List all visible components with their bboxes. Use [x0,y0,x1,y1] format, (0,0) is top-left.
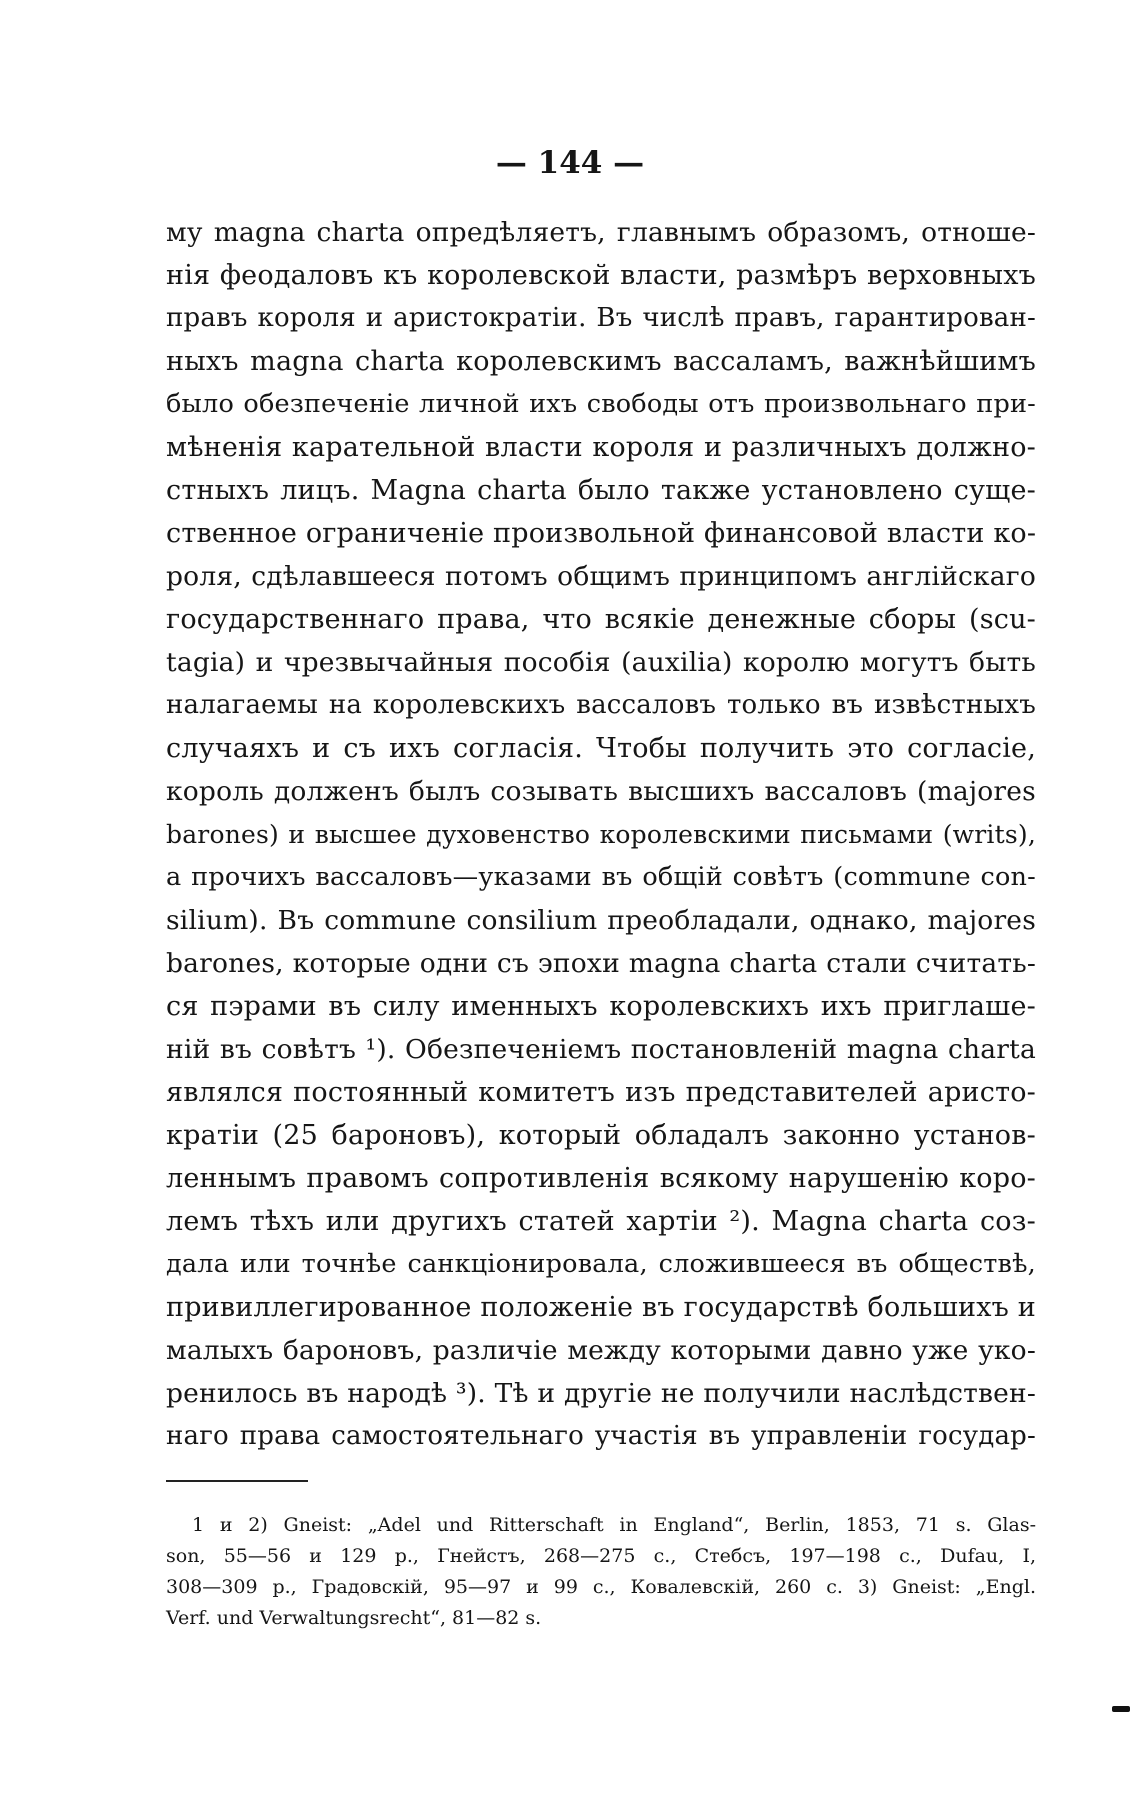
body-line: являлся постоянный комитетъ изъ представителей аристо- [166,1077,1036,1108]
body-line: му magna charta опредѣляетъ, главнымъ образомъ, отноше- [166,217,1036,248]
footnotes [166,1510,1036,1634]
body-line: ственное ограниченіе произвольной финансовой власти ко- [166,518,1037,549]
body-line: barones) и высшее духовенство королевскими письмами (writs), [166,820,1036,849]
body-line: ныхъ magna charta королевскимъ вассаламъ, важнѣйшимъ [166,346,1036,377]
body-line: barones, которые одни съ эпохи magna charta стали считать- [166,948,1036,979]
body-line: а прочихъ вассаловъ—указами въ общій совѣтъ (commune con- [166,862,1036,892]
body-line: ній въ совѣтъ ¹). Обезпеченіемъ постановленій magna charta [166,1034,1036,1065]
page-number: — 144 — [495,145,645,181]
body-text [166,211,1036,1458]
footnote-line: 1 и 2) Gneist: „Adel und Ritterschaft in England“, Berlin, 1853, 71 s. Glas- [192,1514,1036,1536]
body-line: наго права самостоятельнаго участія въ управленіи государ- [166,1421,1036,1451]
body-line: малыхъ бароновъ, различіе между которыми давно уже уко- [166,1335,1036,1366]
body-line: дала или точнѣе санкціонировала, сложившееся въ обществѣ, [166,1249,1036,1279]
footnote-divider [166,1480,308,1482]
body-line: ренилось въ народѣ ³). Тѣ и другіе не получили наслѣдствен- [166,1378,1036,1409]
body-line: было обезпеченіе личной ихъ свободы отъ произвольнаго при- [166,389,1036,419]
body-line: король долженъ былъ созывать высшихъ вассаловъ (majores [166,776,1036,807]
body-line: стныхъ лицъ. Magna charta было также установлено суще- [166,475,1036,506]
footnote-line: son, 55—56 и 129 p., Гнейстъ, 268—275 с., Стебсъ, 197—198 с., Dufau, I, [166,1545,1036,1567]
body-line: правъ короля и аристократіи. Въ числѣ правъ, гарантирован- [166,303,1036,333]
body-line: silium). Въ commune consilium преобладали, однако, majores [166,905,1036,936]
body-line: лемъ тѣхъ или другихъ статей хартіи ²). Magna charta соз- [166,1206,1036,1237]
body-line: кратіи (25 бароновъ), который обладалъ законно установ- [166,1120,1036,1151]
body-line: привиллегированное положеніе въ государствѣ большихъ и [166,1292,1036,1323]
footnote-line: Verf. und Verwaltungsrecht“, 81—82 s. [166,1607,542,1629]
body-line: налагаемы на королевскихъ вассаловъ только въ извѣстныхъ [166,690,1036,720]
body-line: ся пэрами въ силу именныхъ королевскихъ ихъ приглаше- [166,991,1036,1022]
body-line: роля, сдѣлавшееся потомъ общимъ принципомъ англійскаго [166,561,1036,592]
scan-edge-mark [1112,1706,1130,1712]
body-line: государственнаго права, что всякіе денежные сборы (scu- [166,604,1036,635]
body-line: нія феодаловъ къ королевской власти, размѣръ верховныхъ [166,260,1036,291]
body-line: случаяхъ и съ ихъ согласія. Чтобы получить это согласіе, [166,733,1036,764]
body-line: tagia) и чрезвычайныя пособія (auxilia) королю могутъ быть [166,647,1036,678]
body-line: мѣненія карательной власти короля и различныхъ должно- [166,432,1036,463]
footnote-line: 308—309 p., Градовскій, 95—97 и 99 с., Ковалевскій, 260 с. 3) Gneist: „Engl. [166,1576,1036,1598]
body-line: леннымъ правомъ сопротивленія всякому нарушенію коро- [166,1163,1036,1194]
